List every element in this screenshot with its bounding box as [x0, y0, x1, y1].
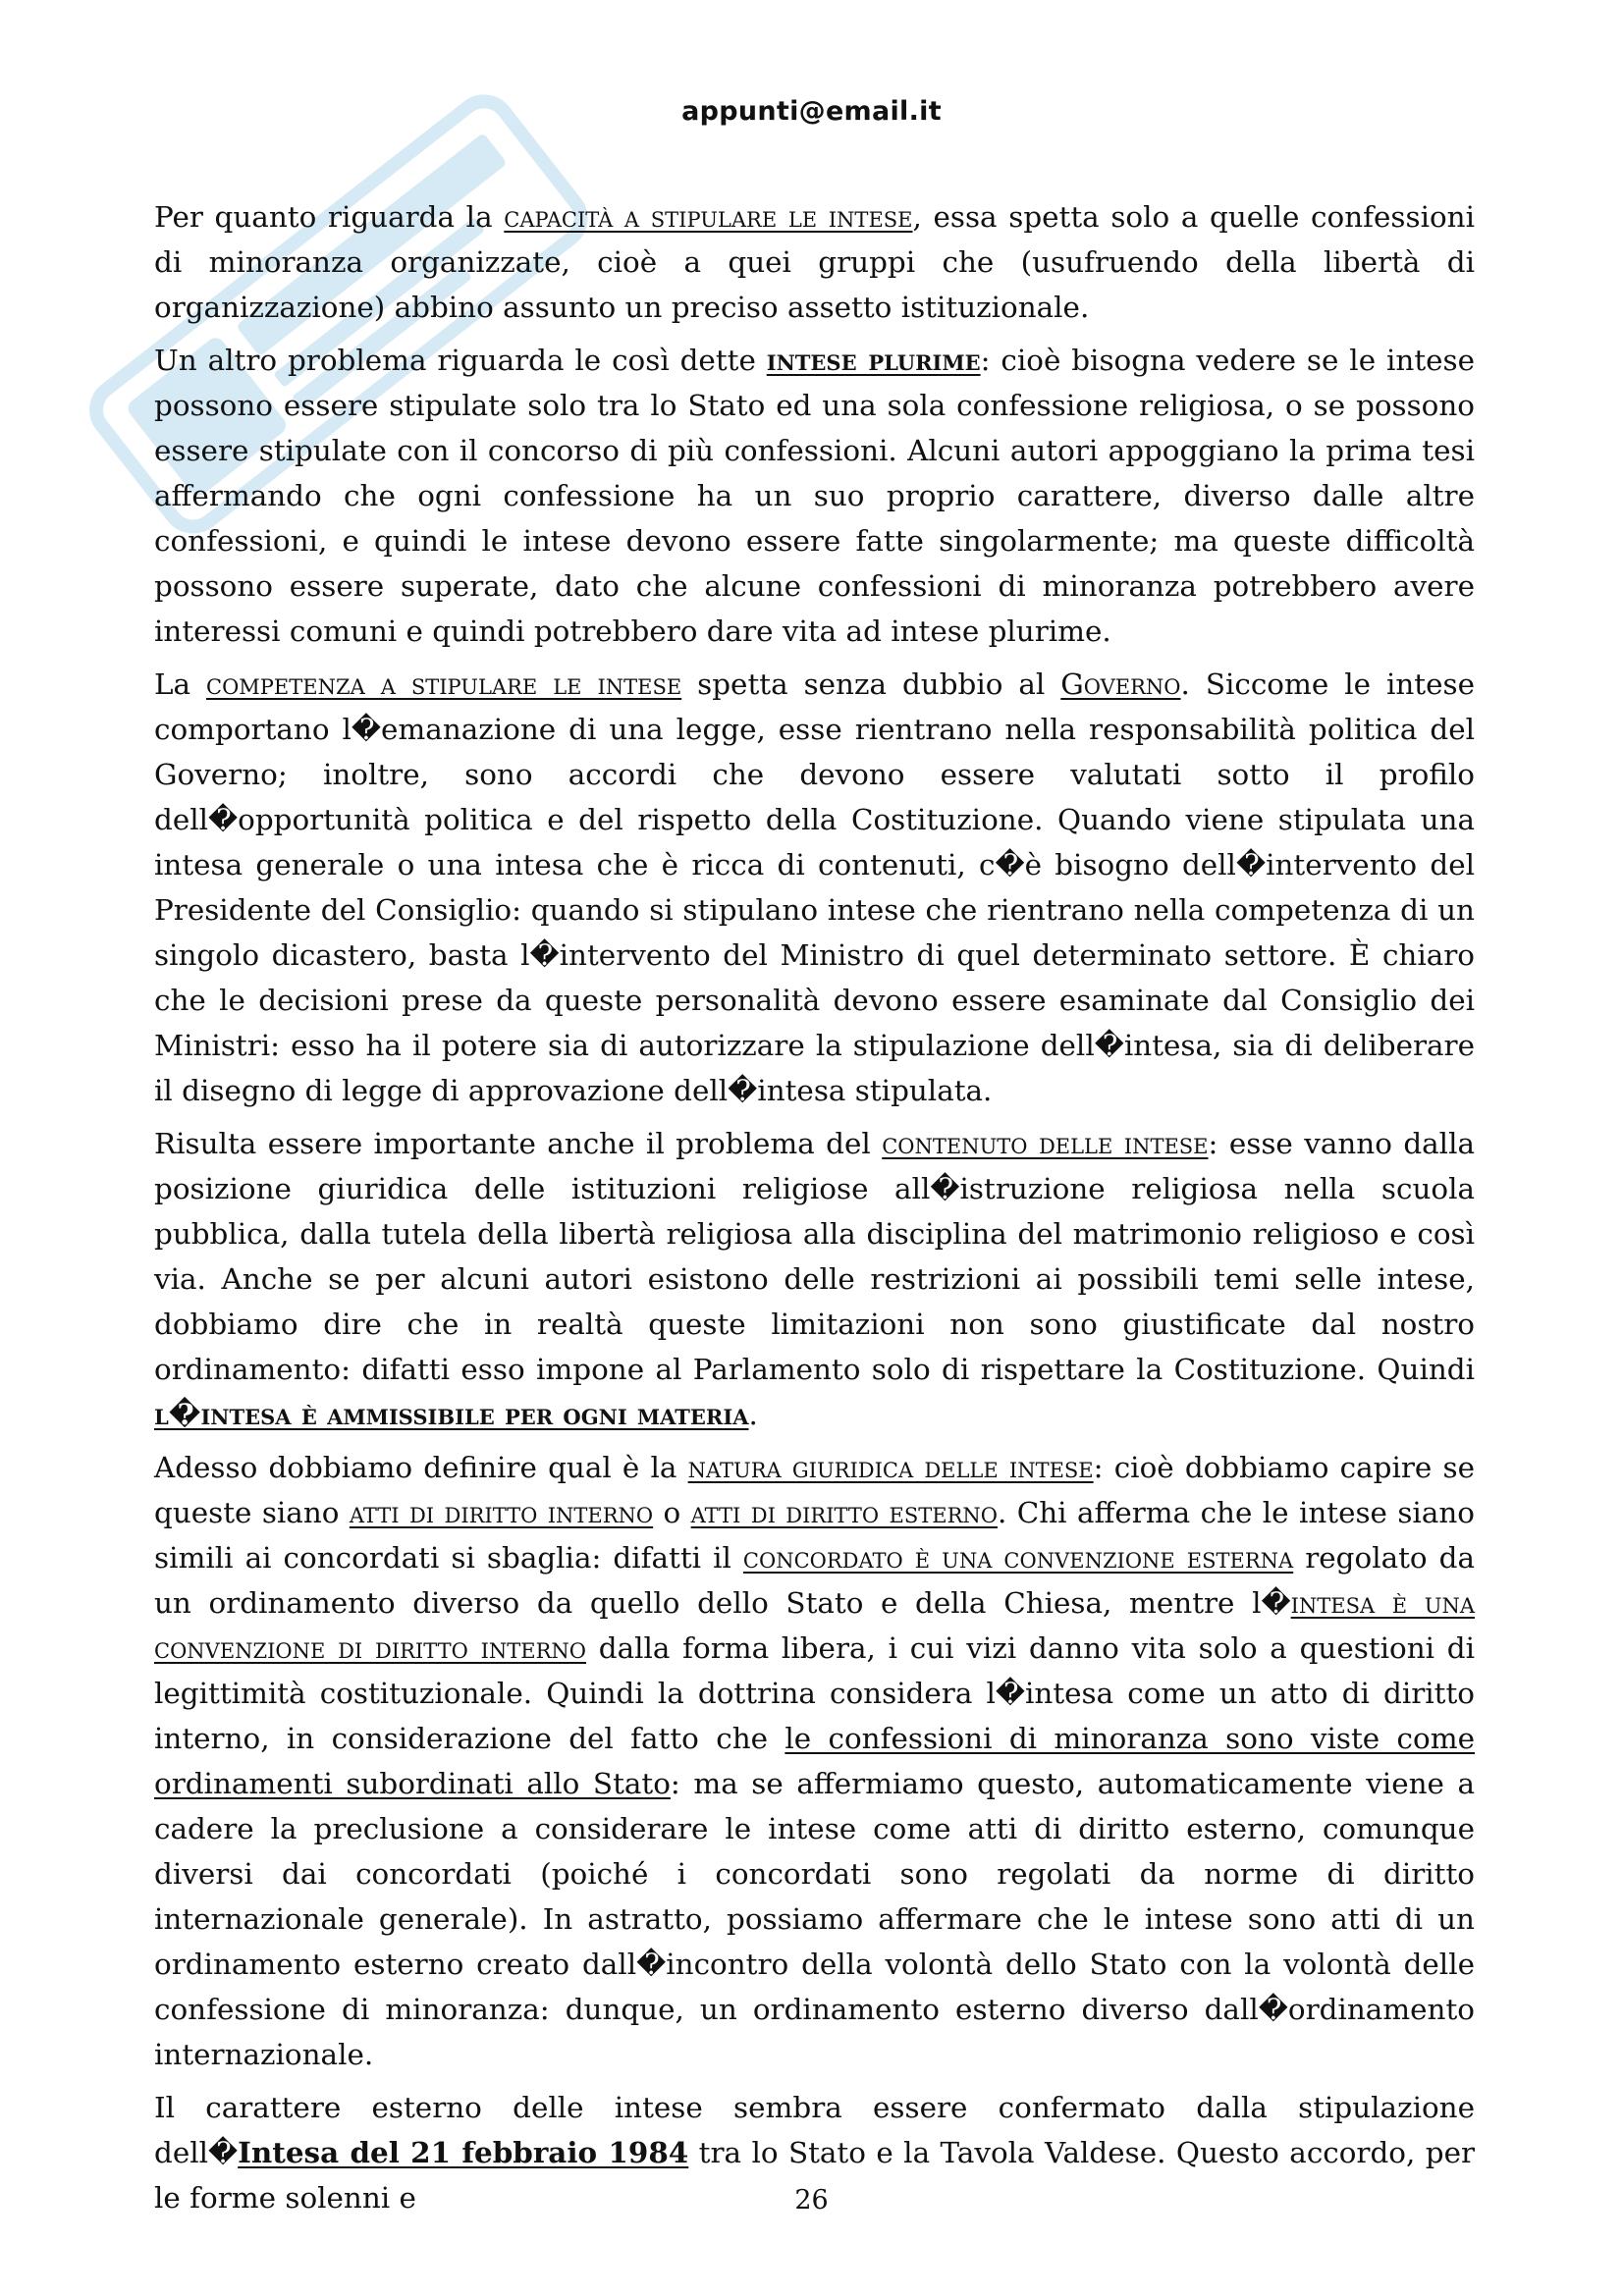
text-run: : cioè bisogna vedere se le intese possono essere stipulate solo tra lo Stato ed una sola confessione religiosa, o se possono essere stipulate con il concorso di più confessioni. Alcuni autori appoggiano la prima tesi affermando che ogni confessione ha un suo proprio carattere, diverso dalle altre confessioni, e quindi le intese devono essere fatte singolarmente; ma queste difficoltà possono essere superate, dato che alcune confessioni di minoranza potrebbero avere interessi comuni e quindi potrebbero dare vita ad intese plurime.: [154, 344, 1475, 648]
keyword-ordinamenti-subordinati: le confessioni di minoranza sono viste come ordinamenti subordinati allo Stato: [154, 1722, 1475, 1800]
paragraph-natura-giuridica: [154, 1445, 1475, 2077]
paragraph-intese-plurime: [154, 338, 1475, 654]
keyword-contenuto: contenuto delle intese: [882, 1127, 1209, 1160]
text-run: spetta senza dubbio al: [681, 667, 1061, 701]
text-run: tra lo Stato e la Tavola Valdese. Questo accordo, per le forme solenni e: [154, 2136, 1476, 2215]
paragraph-contenuto: [154, 1121, 1475, 1437]
paragraph-competenza: [154, 662, 1475, 1113]
text-run: : ma se affermiamo questo, automaticamente viene a cadere la preclusione a considerare le intese come atti di diritto esterno, comunque diversi dai concordati (poiché i concordati sono regolati da norme di diritto internazionale generale). In astratto, possiamo affermare che le intese sono atti di un ordinamento esterno creato dall�incontro della volontà dello Stato con la volontà delle confessione di minoranza: dunque, un ordinamento esterno diverso dall�ordinamento internazionale.: [154, 1767, 1475, 2071]
keyword-capacita: capacità a stipulare le intese: [504, 200, 913, 234]
page-number: 26: [794, 2185, 829, 2216]
keyword-concordato: concordato è una convenzione esterna: [742, 1541, 1294, 1575]
text-run: o: [653, 1496, 691, 1529]
text-run: Il carattere esterno delle intese sembra essere confermato dalla stipulazione dell�: [154, 2091, 1475, 2169]
keyword-natura: natura giuridica delle intese: [687, 1451, 1094, 1484]
keyword-diritto-esterno: atti di diritto esterno: [690, 1496, 998, 1529]
keyword-diritto-interno: atti di diritto interno: [349, 1496, 654, 1529]
paragraph-capacita: [154, 194, 1475, 330]
keyword-intesa-1984: Intesa del 21 febbraio 1984: [238, 2135, 689, 2169]
text-run: dalla forma libera, i cui vizi danno vita solo a questioni di legittimità costituzionale. Quindi la dottrina considera l�intesa come un atto di diritto interno, in considerazione del fatto che: [154, 1631, 1475, 1755]
text-run: . Chi afferma che le intese siano simili ai concordati si sbaglia: difatti il: [154, 1496, 1475, 1575]
text-run: , essa spetta solo a quelle confessioni di minoranza organizzate, cioè a quei gruppi che (usufruendo della libertà di organizzazione) abbino assunto un preciso assetto istituzionale.: [154, 200, 1475, 324]
text-run: . Siccome le intese comportano l�emanazione di una legge, esse rientrano nella responsabilità politica del Governo; inoltre, sono accordi che devono essere valutati sotto il profilo dell�opportunità politica e del rispetto della Costituzione. Quando viene stipulata una intesa generale o una intesa che è ricca di contenuti, c�è bisogno dell�intervento del Presidente del Consiglio: quando si stipulano intese che rientrano nella competenza di un singolo dicastero, basta l�intervento del Ministro di quel determinato settore. È chiaro che le decisioni prese da queste personalità devono essere esaminate dal Consiglio dei Ministri: esso ha il potere sia di autorizzare la stipulazione dell�intesa, sia di deliberare il disegno di legge di approvazione dell�intesa stipulata.: [154, 667, 1475, 1107]
text-run: Per quanto riguarda la: [154, 200, 505, 234]
text-run: .: [748, 1398, 758, 1431]
text-run: La: [154, 667, 207, 701]
keyword-intesa-interno: intesa è una convenzione di diritto interno: [154, 1586, 1475, 1665]
keyword-ammissibile: l�intesa è ammissibile per ogni materia: [154, 1397, 749, 1431]
text-run: regolato da un ordinamento diverso da quello dello Stato e della Chiesa, mentre l�: [154, 1541, 1475, 1620]
text-run: Adesso dobbiamo definire qual è la: [154, 1451, 688, 1484]
text-run: : cioè dobbiamo capire se queste siano: [154, 1451, 1475, 1529]
document-body: [154, 194, 1475, 2228]
text-run: Risulta essere importante anche il problema del: [154, 1127, 883, 1160]
keyword-intese-plurime: intese plurime: [766, 343, 981, 377]
text-run: : esse vanno dalla posizione giuridica delle istituzioni religiose all�istruzione religiosa nella scuola pubblica, dalla tutela della libertà religiosa alla disciplina del matrimonio religioso e così via. Anche se per alcuni autori esistono delle restrizioni ai possibili temi selle intese, dobbiamo dire che in realtà queste limitazioni non sono giustificate dal nostro ordinamento: difatti esso impone al Parlamento solo di rispettare la Costituzione. Quindi: [154, 1127, 1475, 1386]
text-run: Un altro problema riguarda le così dette: [154, 344, 767, 377]
keyword-competenza: competenza a stipulare le intese: [206, 667, 682, 701]
keyword-governo: Governo: [1060, 667, 1181, 701]
header-email: appunti@email.it: [681, 96, 942, 127]
